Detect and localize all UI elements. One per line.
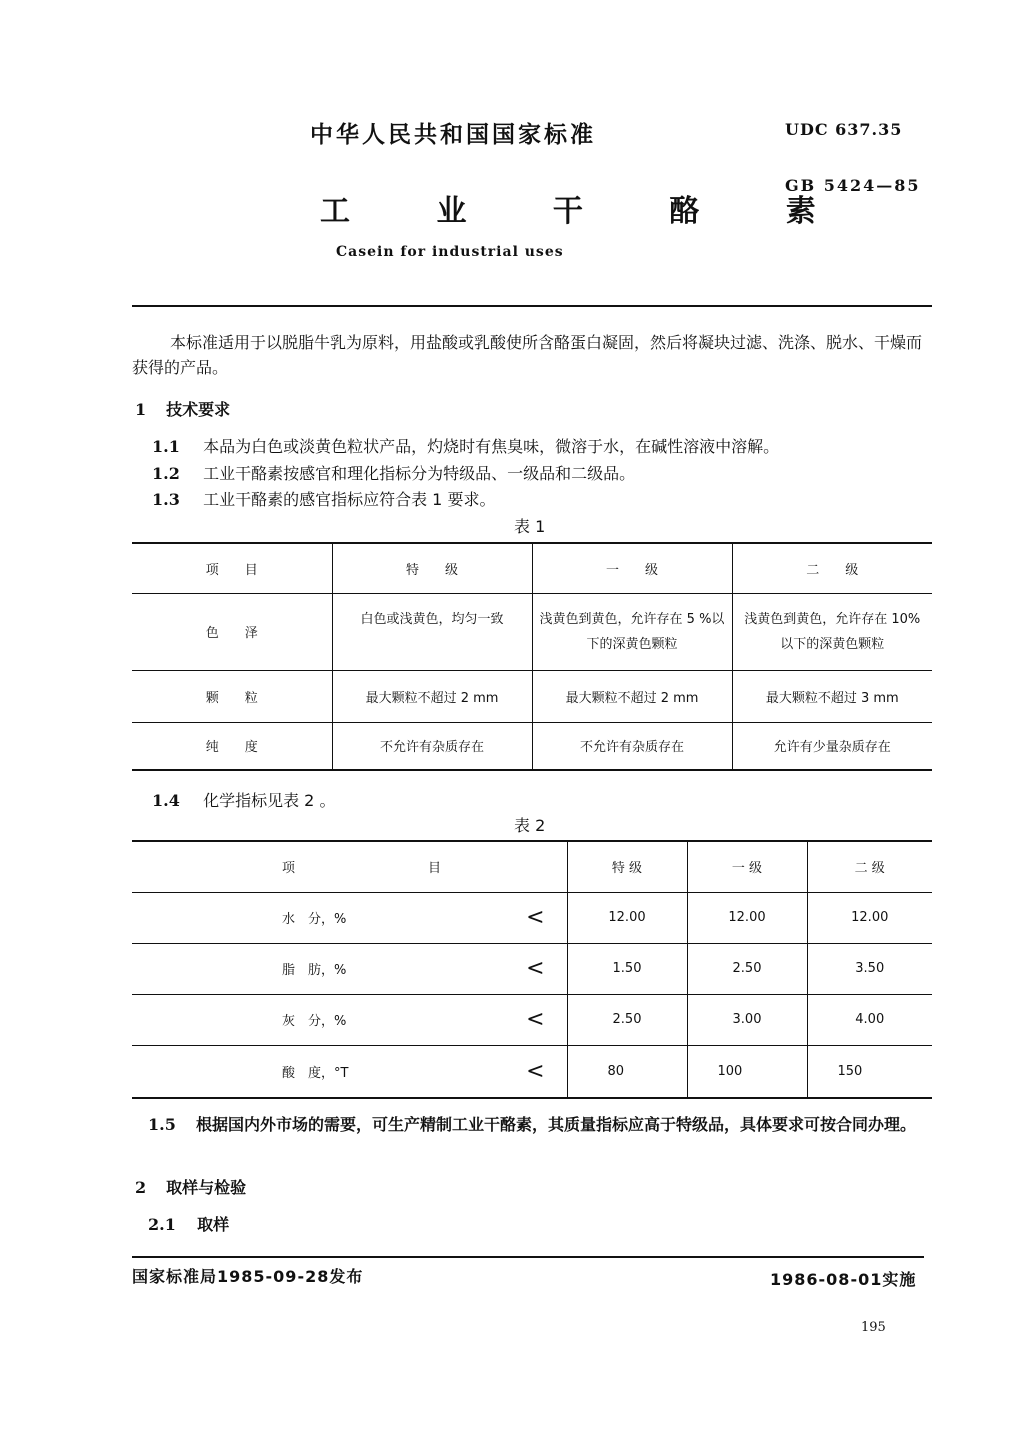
clause-text: 根据国内外市场的需要，可生产精制工业干酪素，其质量指标应高于特级品，具体要求可按合同办理。: [196, 1115, 917, 1134]
table-cell: 80: [567, 1045, 687, 1098]
table-header-cell: 二 级: [807, 841, 932, 892]
less-than-sign: <: [422, 1045, 567, 1098]
clause-1-4: [152, 788, 335, 811]
clause-number: 2.1: [148, 1215, 176, 1234]
table-cell: 脂 肪，%: [132, 943, 422, 994]
table-header-cell: 特 级: [332, 543, 532, 593]
clause-number: 1.1: [152, 437, 180, 456]
table-cell: 浅黄色到黄色，允许存在 10%以下的深黄色颗粒: [732, 593, 932, 670]
clause-text: 工业干酪素的感官指标应符合表 1 要求。: [203, 490, 496, 509]
section-title: 取样与检验: [166, 1178, 247, 1197]
header-rule: [132, 305, 932, 307]
section-number: 1: [135, 400, 147, 419]
clause-text: 工业干酪素按感官和理化指标分为特级品、一级品和二级品。: [203, 464, 636, 483]
table-cell: 1.50: [567, 943, 687, 994]
table-cell: 最大颗粒不超过 3 mm: [732, 670, 932, 722]
table-header-cell: 一 级: [532, 543, 732, 593]
document-title: 工 业 干 酪 素: [320, 194, 854, 229]
table-row: [132, 1045, 932, 1098]
table-header-cell: 目: [428, 861, 442, 877]
table-row: [132, 593, 932, 670]
less-than-sign: <: [422, 943, 567, 994]
table-cell: 不允许有杂质存在: [532, 722, 732, 770]
table-1-caption: 表 1: [514, 517, 546, 536]
table-cell: 酸 度，°T: [132, 1045, 422, 1098]
intro-paragraph: 本标准适用于以脱脂牛乳为原料，用盐酸或乳酸使所含酪蛋白凝固，然后将凝块过滤、洗涤、脱水、干燥而获得的产品。: [132, 333, 923, 377]
table-row: [132, 722, 932, 770]
section-title: 技术要求: [166, 400, 231, 419]
table-row: [132, 892, 932, 943]
issue-date: 国家标准局1985-09-28发布: [132, 1267, 364, 1286]
clause-2-1: [148, 1212, 229, 1235]
table-cell: 3.50: [807, 943, 932, 994]
clause-number: 1.4: [152, 791, 180, 810]
clause-number: 1.5: [148, 1115, 176, 1134]
table-cell: 色 泽: [132, 593, 332, 670]
table-row: [132, 670, 932, 722]
clause-text: 化学指标见表 2 。: [203, 791, 336, 810]
table-cell: 颗 粒: [132, 670, 332, 722]
document-subtitle: Casein for industrial uses: [336, 244, 564, 260]
table-header-cell: 项: [282, 861, 296, 877]
clause-text: 本品为白色或淡黄色粒状产品，灼烧时有焦臭味，微溶于水，在碱性溶液中溶解。: [203, 437, 780, 456]
page-number: 195: [861, 1320, 886, 1335]
table-cell: 浅黄色到黄色，允许存在 5 %以下的深黄色颗粒: [532, 593, 732, 670]
table-cell: 水 分，%: [132, 892, 422, 943]
table-header-cell: 特 级: [567, 841, 687, 892]
table-cell: 不允许有杂质存在: [332, 722, 532, 770]
table-cell: 150: [807, 1045, 932, 1098]
standard-org-title: 中华人民共和国国家标准: [310, 122, 596, 148]
table-cell: 4.00: [807, 994, 932, 1045]
clause-1-3: [152, 487, 495, 510]
table-cell: 12.00: [687, 892, 807, 943]
table-cell: 2.50: [567, 994, 687, 1045]
table-cell: 最大颗粒不超过 2 mm: [532, 670, 732, 722]
clause-1-2: [152, 461, 635, 484]
table-cell: 灰 分，%: [132, 994, 422, 1045]
section-2-heading: [135, 1175, 246, 1198]
table-header-cell: 项 目: [205, 562, 258, 578]
table-cell: 12.00: [807, 892, 932, 943]
table-cell: 100: [687, 1045, 807, 1098]
table-cell: 最大颗粒不超过 2 mm: [332, 670, 532, 722]
less-than-sign: <: [422, 892, 567, 943]
clause-number: 1.2: [152, 464, 180, 483]
clause-1-5: [132, 1112, 932, 1137]
table-cell: 允许有少量杂质存在: [732, 722, 932, 770]
table-1: [132, 542, 932, 771]
table-cell: 12.00: [567, 892, 687, 943]
footer-rule: [132, 1256, 924, 1258]
table-2: [132, 840, 932, 1099]
table-cell: 2.50: [687, 943, 807, 994]
table-header-cell: 一 级: [687, 841, 807, 892]
clause-text: 取样: [197, 1215, 230, 1234]
clause-number: 1.3: [152, 490, 180, 509]
gb-code: GB 5424—85: [785, 176, 921, 195]
section-1-heading: [135, 397, 230, 420]
table-2-caption: 表 2: [514, 816, 546, 835]
table-row: [132, 943, 932, 994]
clause-1-1: [152, 434, 779, 457]
table-cell: 纯 度: [132, 722, 332, 770]
udc-code: UDC 637.35: [785, 120, 903, 139]
table-cell: 3.00: [687, 994, 807, 1045]
table-header-cell: 二 级: [732, 543, 932, 593]
section-number: 2: [135, 1178, 147, 1197]
table-row: [132, 994, 932, 1045]
effective-date: 1986-08-01实施: [770, 1270, 917, 1289]
table-cell: 白色或浅黄色，均匀一致: [332, 593, 532, 670]
less-than-sign: <: [422, 994, 567, 1045]
